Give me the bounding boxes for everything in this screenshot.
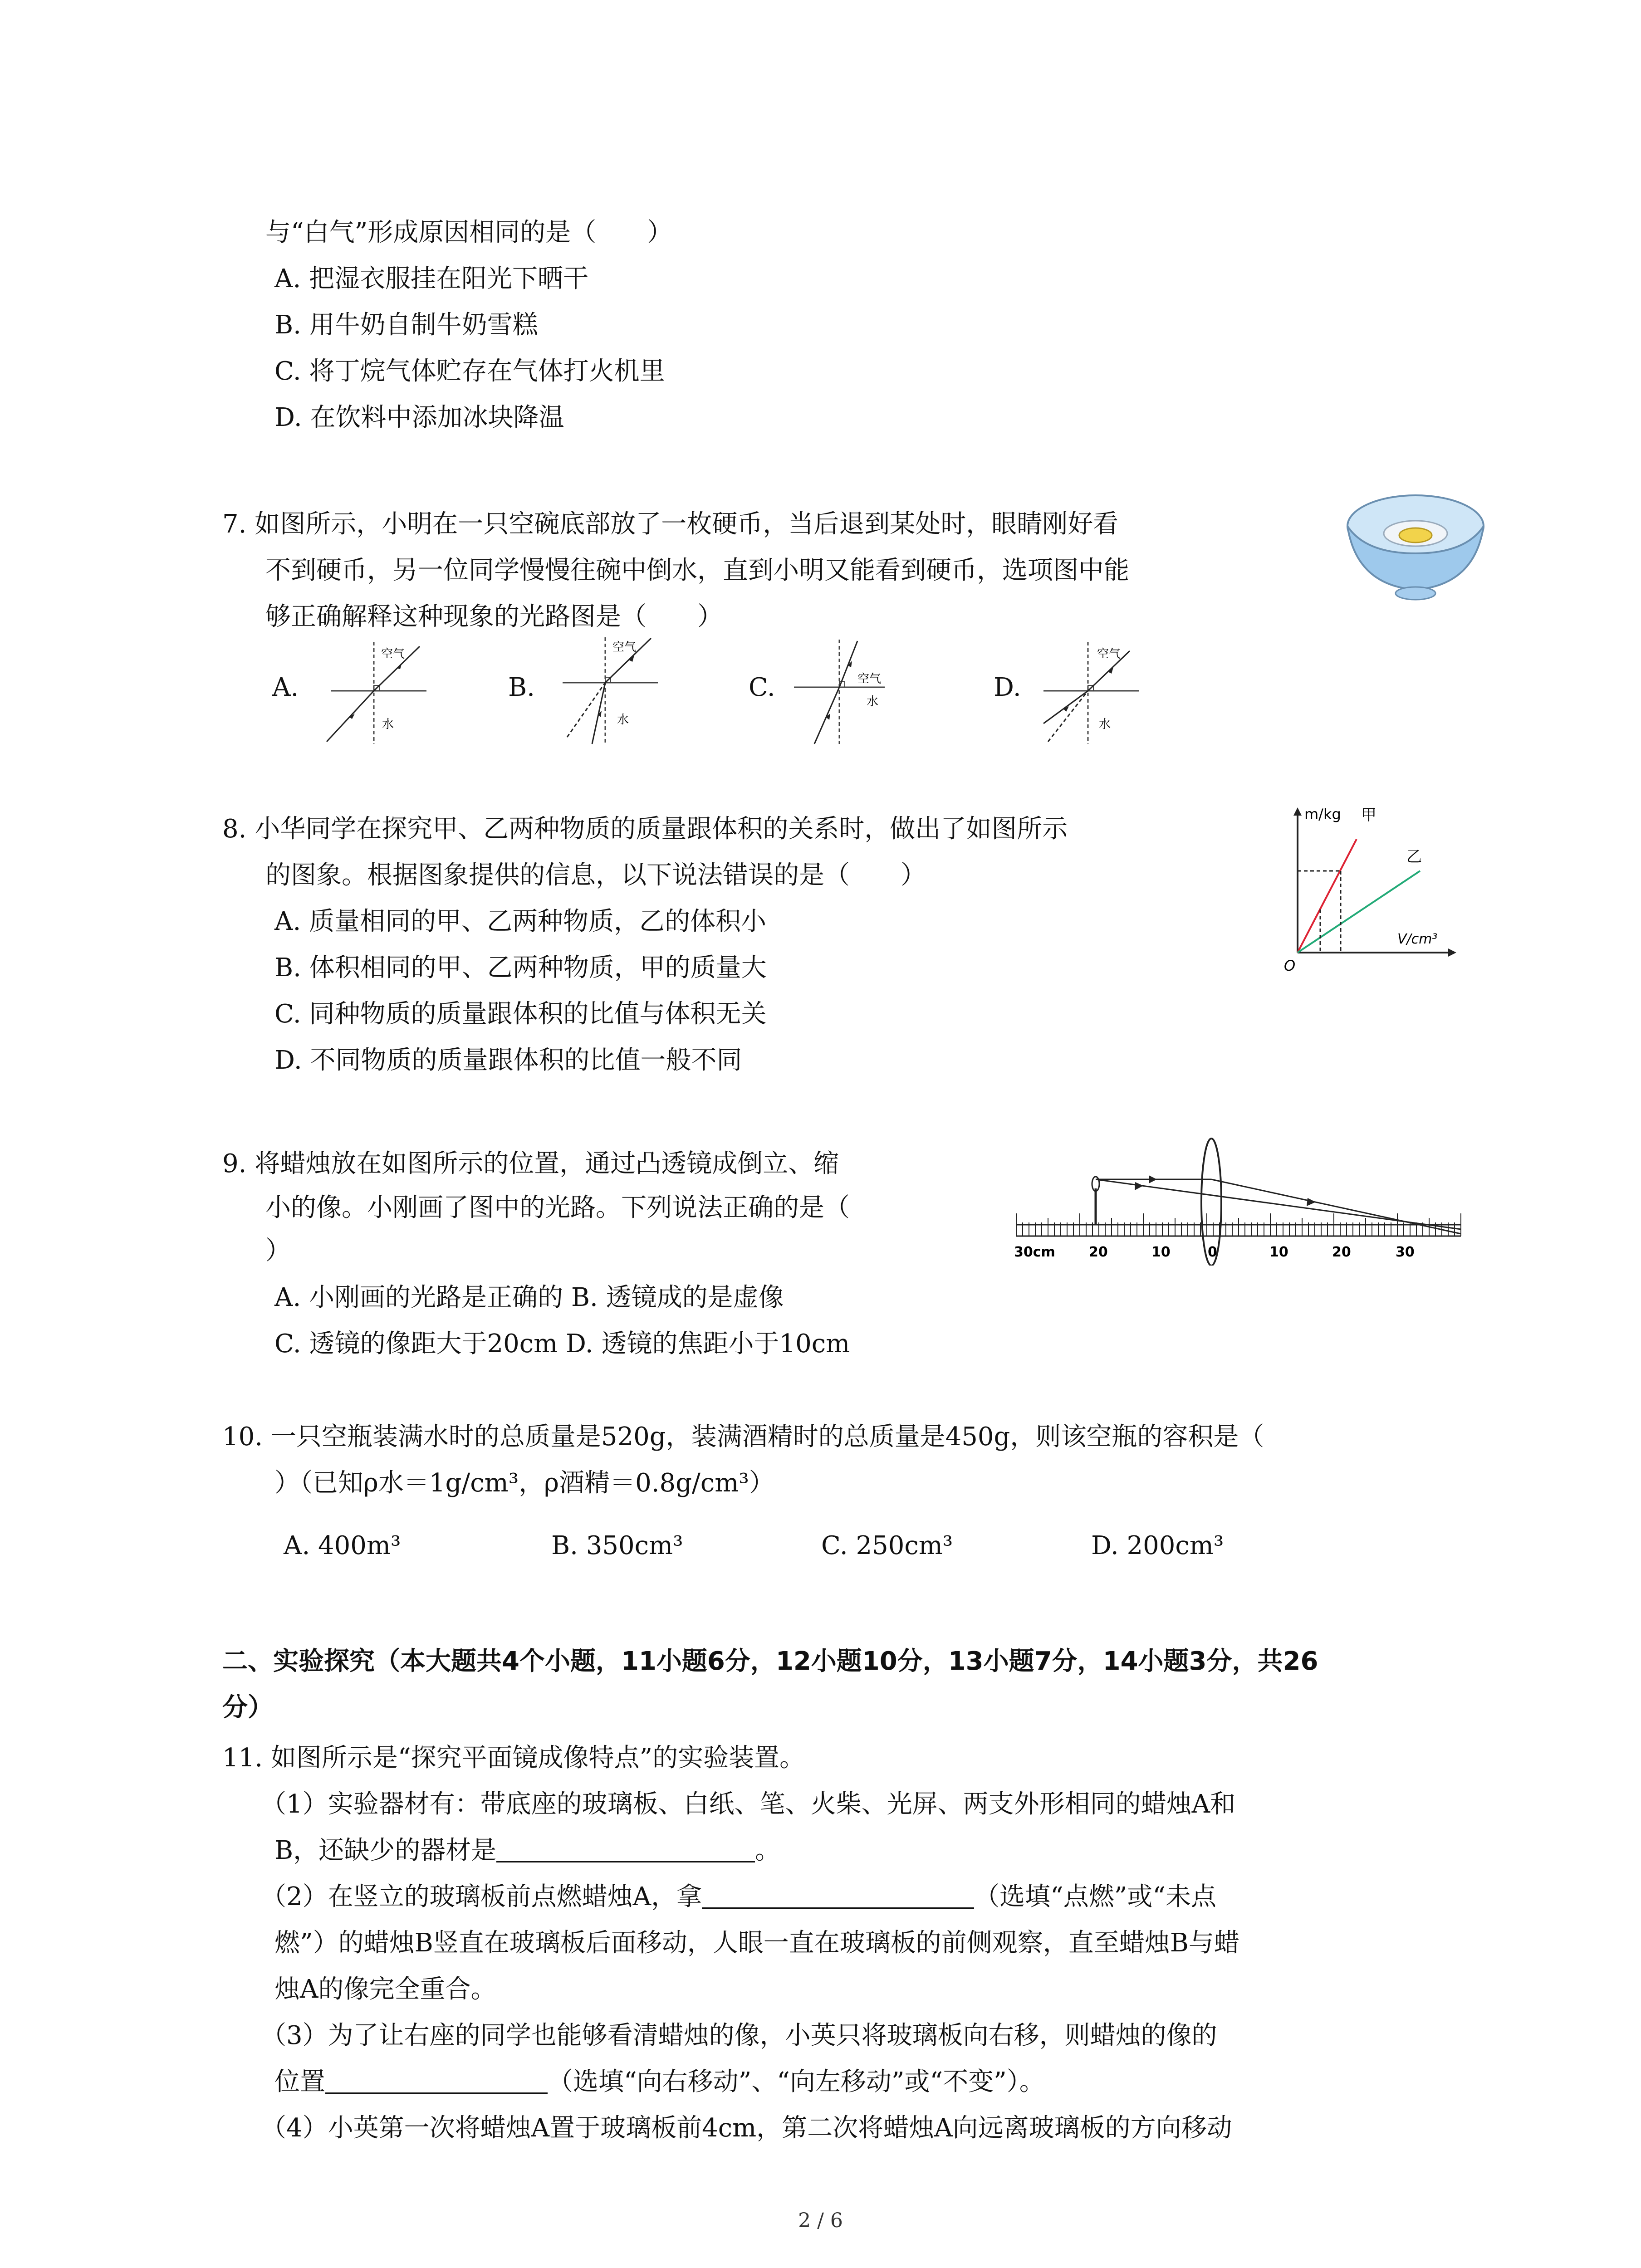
svg-text:水: 水 xyxy=(867,695,879,709)
svg-text:10: 10 xyxy=(1151,1244,1171,1260)
q7-diagram-b xyxy=(549,633,667,751)
answer-blank-3[interactable] xyxy=(325,2065,548,2094)
svg-text:30: 30 xyxy=(1396,1244,1415,1260)
q11-part4-line-1: （4）小英第一次将蜡烛A置于玻璃板前4cm，第二次将蜡烛A向远离玻璃板的方向移动 xyxy=(261,2113,1232,2143)
q10-line-1: 10. 一只空瓶装满水时的总质量是520g，装满酒精时的总质量是450g，则该空瓶的容积是（ xyxy=(222,1422,1264,1452)
page-number: 2 / 6 xyxy=(798,2209,843,2232)
convex-lens-ruler-figure xyxy=(1007,1134,1479,1266)
q8-option-a: A. 质量相同的甲、乙两种物质，乙的体积小 xyxy=(274,907,767,936)
svg-text:10: 10 xyxy=(1269,1244,1288,1260)
q8-option-b: B. 体积相同的甲、乙两种物质，甲的质量大 xyxy=(274,953,767,982)
answer-blank-1[interactable] xyxy=(496,1834,755,1862)
q7-diagram-d xyxy=(1034,633,1152,751)
q7-option-a-letter: A. xyxy=(272,673,299,702)
q7-line-2: 不到硬币，另一位同学慢慢往碗中倒水，直到小明又能看到硬币，选项图中能 xyxy=(265,556,1129,585)
bowl-with-coin-figure xyxy=(1343,490,1488,608)
q11-part2-line-3: 烛A的像完全重合。 xyxy=(274,1975,496,2004)
q10-option-d: D. 200cm³ xyxy=(1091,1531,1224,1560)
q6-option-c: C. 将丁烷气体贮存在气体打火机里 xyxy=(274,357,665,386)
q11-part2-line-1: （2）在竖立的玻璃板前点燃蜡烛A，拿 （选填“点燃”或“未点 xyxy=(261,1880,1216,1914)
q10-line-2: ）（已知ρ水＝1g/cm³，ρ酒精＝0.8g/cm³） xyxy=(274,1468,774,1498)
q7-diagram-a xyxy=(313,633,431,751)
q6-option-d: D. 在饮料中添加冰块降温 xyxy=(274,403,564,432)
q9-line-2: 小的像。小刚画了图中的光路。下列说法正确的是（ xyxy=(265,1193,850,1222)
q6-option-a: A. 把湿衣服挂在阳光下晒干 xyxy=(274,264,589,293)
svg-text:20: 20 xyxy=(1089,1244,1108,1260)
svg-text:0: 0 xyxy=(1208,1244,1217,1260)
q10-option-c: C. 250cm³ xyxy=(821,1531,953,1560)
q9-line-1: 9. 将蜡烛放在如图所示的位置，通过凸透镜成倒立、缩 xyxy=(222,1149,839,1178)
q11-part1-line-2: B，还缺少的器材是 。 xyxy=(274,1833,780,1868)
q6-option-b: B. 用牛奶自制牛奶雪糕 xyxy=(274,310,538,340)
q11-part2-line-2: 燃”）的蜡烛B竖直在玻璃板后面移动，人眼一直在玻璃板的前侧观察，直至蜡烛B与蜡 xyxy=(274,1928,1239,1958)
q8-option-d: D. 不同物质的质量跟体积的比值一般不同 xyxy=(274,1046,742,1075)
q7-option-d-letter: D. xyxy=(994,673,1021,702)
svg-text:水: 水 xyxy=(617,713,629,727)
q7-line-3: 够正确解释这种现象的光路图是（ ） xyxy=(265,602,723,631)
section-2-heading-line-1: 二、实验探究（本大题共4个小题，11小题6分，12小题10分，13小题7分，14小题3分，共26 xyxy=(222,1647,1318,1676)
graph-series-jia: 甲 xyxy=(1361,806,1376,824)
q9-options-ab: A. 小刚画的光路是正确的 B. 透镜成的是虚像 xyxy=(274,1283,784,1312)
q7-option-b-letter: B. xyxy=(508,673,535,702)
q7-option-c-letter: C. xyxy=(749,673,775,702)
q8-line-1: 8. 小华同学在探究甲、乙两种物质的质量跟体积的关系时，做出了如图所示 xyxy=(222,814,1068,844)
q8-option-c: C. 同种物质的质量跟体积的比值与体积无关 xyxy=(274,999,767,1029)
answer-blank-2[interactable] xyxy=(702,1880,974,1909)
q6-stem: 与“白气”形成原因相同的是（ ） xyxy=(265,218,673,247)
svg-text:空气: 空气 xyxy=(612,640,637,654)
q11-part3-line-2: 位置 （选填“向右移动”、“向左移动”或“不变”）。 xyxy=(274,2065,1045,2099)
q9-line-3: ） xyxy=(265,1236,291,1266)
air-label: 空气 xyxy=(381,647,405,661)
svg-text:空气: 空气 xyxy=(857,672,882,686)
graph-series-yi: 乙 xyxy=(1406,848,1422,866)
graph-x-axis-label: V/cm³ xyxy=(1397,931,1438,947)
graph-origin: O xyxy=(1284,957,1296,974)
q8-line-2: 的图象。根据图象提供的信息，以下说法错误的是（ ） xyxy=(265,860,926,890)
mass-volume-graph xyxy=(1270,803,1461,980)
svg-text:水: 水 xyxy=(1099,718,1111,731)
svg-text:20: 20 xyxy=(1332,1244,1351,1260)
q11-part3-line-1: （3）为了让右座的同学也能够看清蜡烛的像，小英只将玻璃板向右移，则蜡烛的像的 xyxy=(261,2021,1217,2050)
ruler-label-30cm-left: 30cm xyxy=(1014,1244,1055,1260)
q7-line-1: 7. 如图所示，小明在一只空碗底部放了一枚硬币，当后退到某处时，眼睛刚好看 xyxy=(222,509,1119,539)
q10-option-a: A. 400m³ xyxy=(284,1531,401,1560)
q10-option-b: B. 350cm³ xyxy=(551,1531,683,1560)
q11-part1-line-1: （1）实验器材有：带底座的玻璃板、白纸、笔、火柴、光屏、两支外形相同的蜡烛A和 xyxy=(261,1789,1236,1819)
graph-y-axis-label: m/kg xyxy=(1304,806,1341,823)
svg-text:空气: 空气 xyxy=(1097,647,1121,661)
q9-options-cd: C. 透镜的像距大于20cm D. 透镜的焦距小于10cm xyxy=(274,1329,850,1359)
water-label: 水 xyxy=(382,718,394,731)
q7-diagram-c xyxy=(789,633,916,751)
section-2-heading-line-2: 分） xyxy=(222,1693,273,1722)
q11-stem: 11. 如图所示是“探究平面镜成像特点”的实验装置。 xyxy=(222,1743,805,1773)
